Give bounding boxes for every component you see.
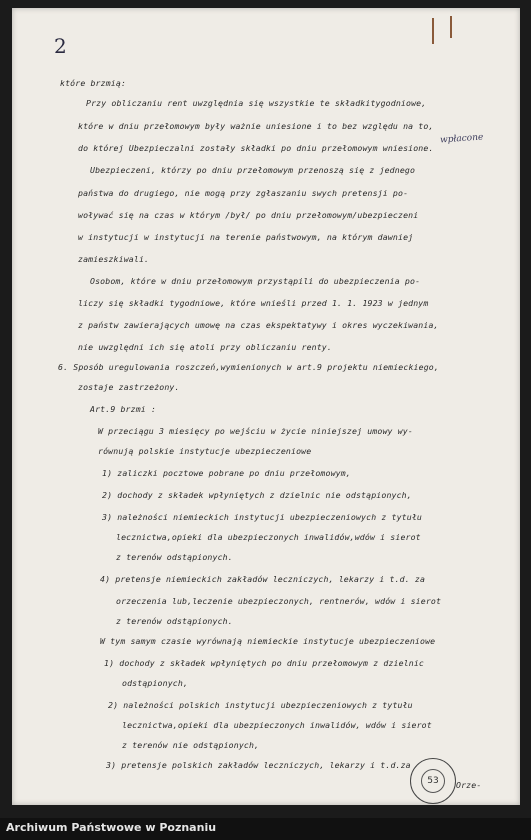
text-line: z terenów odstąpionych. — [116, 616, 233, 626]
text-line: 2) dochody z składek wpłyniętych z dzielnic nie odstąpionych, — [102, 490, 412, 500]
text-line: 3) pretensje polskich zakładów leczniczych, lekarzy i t.d.za — [106, 760, 411, 770]
text-line: 4) pretensje niemieckich zakładów leczniczych, lekarzy i t.d. za — [100, 574, 426, 584]
text-line: orzeczenia lub,leczenie ubezpieczonych, rentnerów, wdów i sierot — [116, 596, 442, 606]
text-line: 2) należności polskich instytucji ubezpieczeniowych z tytułu — [108, 700, 413, 710]
text-line: zostaje zastrzeżony. — [78, 382, 180, 392]
text-line: woływać się na czas w którym /był/ po dniu przełomowym/ubezpieczeni — [78, 210, 419, 220]
archive-footer — [0, 818, 531, 840]
text-line: które brzmią: — [60, 78, 127, 88]
text-line: Osobom, które w dniu przełomowym przystąpili do ubezpieczenia po- — [90, 276, 421, 286]
text-line: Przy obliczaniu rent uwzględnia się wszystkie te składkitygodniowe, — [86, 98, 427, 108]
text-line: W przeciągu 3 miesięcy po wejściu w życie niniejszej umowy wy- — [98, 426, 413, 436]
text-line: do której Ubezpieczalni zostały składki po dniu przełomowym wniesione. — [78, 143, 434, 153]
text-line: które w dniu przełomowym były ważnie uniesione i to bez względu na to, — [78, 121, 434, 131]
margin-mark — [450, 16, 452, 38]
text-line: w instytucji w instytucji na terenie państwowym, na którym dawniej — [78, 232, 414, 242]
text-line: Art.9 brzmi : — [90, 404, 157, 414]
archive-stamp — [410, 758, 456, 804]
text-line: 1) dochody z składek wpłyniętych po dniu przełomowym z dzielnic — [104, 658, 424, 668]
handwritten-correction: wpłacone — [439, 132, 484, 146]
text-line: równują polskie instytucje ubezpieczeniowe — [98, 446, 312, 456]
text-line: lecznictwa,opieki dla ubezpieczonych inwalidów, wdów i sierot — [122, 720, 432, 730]
text-line: z terenów odstąpionych. — [116, 552, 233, 562]
text-line: państwa do drugiego, nie mogą przy zgłaszaniu swych pretensji po- — [78, 188, 409, 198]
text-line: W tym samym czasie wyrównają niemieckie instytucje ubezpieczeniowe — [100, 636, 436, 646]
text-line: odstąpionych, — [122, 678, 189, 688]
handwritten-page-mark: 2 — [54, 34, 67, 58]
text-line: z terenów nie odstąpionych, — [122, 740, 260, 750]
margin-mark — [432, 18, 434, 44]
archive-label: Archiwum Państwowe w Poznaniu — [6, 821, 217, 834]
text-line: lecznictwa,opieki dla ubezpieczonych inwalidów,wdów i sierot — [116, 532, 421, 542]
text-line: 6. Sposób uregulowania roszczeń,wymienionych w art.9 projektu niemieckiego, — [58, 362, 439, 372]
text-line: 1) zaliczki pocztowe pobrane po dniu przełomowym, — [102, 468, 351, 478]
stamp-number: 53 — [421, 769, 445, 793]
text-line: z państw zawierających umowę na czas ekspektatywy i okres wyczekiwania, — [78, 320, 439, 330]
text-line: nie uwzględni ich się atoli przy obliczaniu renty. — [78, 342, 332, 352]
text-line: Ubezpieczeni, którzy po dniu przełomowym przenoszą się z jednego — [90, 165, 416, 175]
text-line: 3) należności niemieckich instytucji ubezpieczeniowych z tytułu — [102, 512, 422, 522]
text-line: liczy się składki tygodniowe, które wnieśli przed 1. 1. 1923 w jednym — [78, 298, 429, 308]
text-line: Orze- — [456, 780, 482, 790]
text-line: zamieszkiwali. — [78, 254, 150, 264]
document-page — [12, 8, 520, 805]
